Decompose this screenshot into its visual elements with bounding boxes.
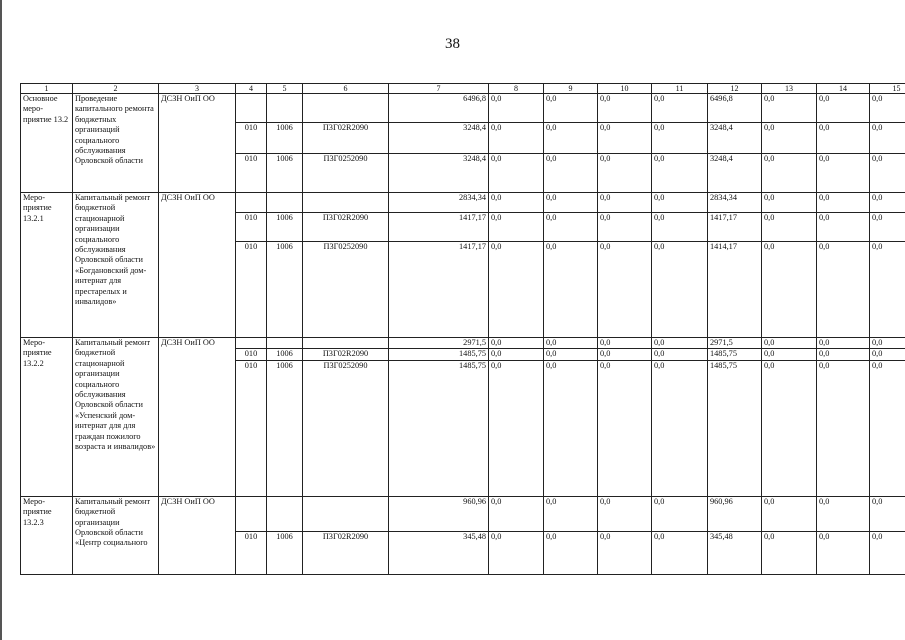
table-body (21, 84, 905, 575)
cell-c10: 0,0 (598, 360, 652, 496)
executor-cell: ДСЗН ОиП ОО (159, 338, 236, 497)
column-number: 14 (817, 84, 870, 94)
cell-c6 (303, 94, 389, 123)
cell-c4: 010 (236, 360, 267, 496)
cell-c11: 0,0 (652, 360, 708, 496)
cell-c5: 1006 (267, 242, 303, 338)
cell-c12: 1417,17 (708, 213, 762, 242)
description-cell: Капитальный ремонт бюджетной организации Орловской области «Центр социального (73, 496, 159, 574)
cell-c8: 0,0 (489, 123, 544, 154)
cell-c8: 0,0 (489, 338, 544, 349)
cell-c7: 960,96 (389, 496, 489, 531)
event-cell: Меро-приятие 13.2.2 (21, 338, 73, 497)
cell-c15: 0,0 (870, 338, 905, 349)
cell-c5: 1006 (267, 531, 303, 574)
cell-c13: 0,0 (762, 531, 817, 574)
cell-c14: 0,0 (817, 242, 870, 338)
column-number: 12 (708, 84, 762, 94)
cell-c12: 1414,17 (708, 242, 762, 338)
cell-c12: 1485,75 (708, 360, 762, 496)
column-number: 7 (389, 84, 489, 94)
table-row (21, 193, 905, 213)
column-number: 6 (303, 84, 389, 94)
cell-c4 (236, 193, 267, 213)
cell-c15: 0,0 (870, 213, 905, 242)
table-row (21, 94, 905, 123)
cell-c15: 0,0 (870, 94, 905, 123)
cell-c7: 1485,75 (389, 349, 489, 360)
cell-c10: 0,0 (598, 154, 652, 193)
cell-c5: 1006 (267, 349, 303, 360)
cell-c12: 2971,5 (708, 338, 762, 349)
column-number: 5 (267, 84, 303, 94)
cell-c11: 0,0 (652, 496, 708, 531)
column-number: 15 (870, 84, 905, 94)
cell-c12: 2834,34 (708, 193, 762, 213)
cell-c5: 1006 (267, 123, 303, 154)
cell-c4: 010 (236, 154, 267, 193)
column-number: 8 (489, 84, 544, 94)
cell-c13: 0,0 (762, 123, 817, 154)
cell-c7: 1485,75 (389, 360, 489, 496)
cell-c13: 0,0 (762, 193, 817, 213)
cell-c5 (267, 193, 303, 213)
column-number: 3 (159, 84, 236, 94)
cell-c5 (267, 338, 303, 349)
cell-c6: П3Г0252090 (303, 154, 389, 193)
column-number: 10 (598, 84, 652, 94)
cell-c11: 0,0 (652, 242, 708, 338)
cell-c4: 010 (236, 531, 267, 574)
page-edge (0, 0, 2, 640)
cell-c15: 0,0 (870, 531, 905, 574)
cell-c6: П3Г02R2090 (303, 349, 389, 360)
cell-c7: 1417,17 (389, 213, 489, 242)
cell-c15: 0,0 (870, 349, 905, 360)
cell-c15: 0,0 (870, 154, 905, 193)
cell-c4: 010 (236, 123, 267, 154)
event-cell: Основное меро-приятие 13.2 (21, 94, 73, 193)
column-number: 4 (236, 84, 267, 94)
page-number: 38 (445, 36, 460, 52)
cell-c14: 0,0 (817, 338, 870, 349)
cell-c8: 0,0 (489, 531, 544, 574)
budget-table (20, 83, 905, 575)
cell-c8: 0,0 (489, 193, 544, 213)
cell-c12: 345,48 (708, 531, 762, 574)
cell-c9: 0,0 (544, 496, 598, 531)
cell-c4: 010 (236, 349, 267, 360)
cell-c5: 1006 (267, 213, 303, 242)
cell-c6: П3Г0252090 (303, 360, 389, 496)
cell-c9: 0,0 (544, 531, 598, 574)
cell-c10: 0,0 (598, 193, 652, 213)
cell-c9: 0,0 (544, 360, 598, 496)
cell-c8: 0,0 (489, 154, 544, 193)
cell-c10: 0,0 (598, 242, 652, 338)
cell-c7: 2834,34 (389, 193, 489, 213)
cell-c14: 0,0 (817, 531, 870, 574)
cell-c6: П3Г02R2090 (303, 213, 389, 242)
cell-c7: 3248,4 (389, 123, 489, 154)
cell-c4 (236, 496, 267, 531)
description-cell: Капитальный ремонт бюджетной стационарной организации социального обслуживания Орловской области «Успенский дом-интернат для для граждан пожилого возраста и инвалидов» (73, 338, 159, 497)
cell-c14: 0,0 (817, 154, 870, 193)
cell-c15: 0,0 (870, 242, 905, 338)
cell-c13: 0,0 (762, 496, 817, 531)
cell-c14: 0,0 (817, 496, 870, 531)
executor-cell: ДСЗН ОиП ОО (159, 496, 236, 574)
description-cell: Капитальный ремонт бюджетной стационарной организации социального обслуживания Орловской области «Богдановский дом-интернат для престарелых и инвалидов» (73, 193, 159, 338)
cell-c4 (236, 94, 267, 123)
cell-c14: 0,0 (817, 213, 870, 242)
cell-c13: 0,0 (762, 94, 817, 123)
cell-c12: 3248,4 (708, 123, 762, 154)
cell-c9: 0,0 (544, 338, 598, 349)
cell-c10: 0,0 (598, 123, 652, 154)
cell-c4 (236, 338, 267, 349)
table-row (21, 496, 905, 531)
cell-c10: 0,0 (598, 213, 652, 242)
event-cell: Меро-приятие 13.2.1 (21, 193, 73, 338)
cell-c13: 0,0 (762, 154, 817, 193)
column-number: 11 (652, 84, 708, 94)
cell-c12: 3248,4 (708, 154, 762, 193)
cell-c7: 2971,5 (389, 338, 489, 349)
cell-c4: 010 (236, 213, 267, 242)
column-number: 2 (73, 84, 159, 94)
cell-c7: 3248,4 (389, 154, 489, 193)
cell-c7: 1417,17 (389, 242, 489, 338)
cell-c13: 0,0 (762, 242, 817, 338)
cell-c14: 0,0 (817, 94, 870, 123)
cell-c13: 0,0 (762, 213, 817, 242)
cell-c11: 0,0 (652, 123, 708, 154)
cell-c4: 010 (236, 242, 267, 338)
cell-c5 (267, 496, 303, 531)
cell-c8: 0,0 (489, 349, 544, 360)
event-cell: Меро-приятие 13.2.3 (21, 496, 73, 574)
executor-cell: ДСЗН ОиП ОО (159, 94, 236, 193)
cell-c13: 0,0 (762, 349, 817, 360)
column-number: 13 (762, 84, 817, 94)
cell-c10: 0,0 (598, 338, 652, 349)
cell-c12: 6496,8 (708, 94, 762, 123)
column-number: 1 (21, 84, 73, 94)
column-number-row (21, 84, 905, 94)
cell-c5: 1006 (267, 360, 303, 496)
table-row (21, 338, 905, 349)
cell-c6 (303, 338, 389, 349)
description-cell: Проведение капитального ремонта бюджетных организаций социального обслуживания Орловской области (73, 94, 159, 193)
cell-c14: 0,0 (817, 360, 870, 496)
cell-c15: 0,0 (870, 193, 905, 213)
cell-c10: 0,0 (598, 94, 652, 123)
cell-c8: 0,0 (489, 213, 544, 242)
cell-c11: 0,0 (652, 338, 708, 349)
cell-c14: 0,0 (817, 193, 870, 213)
cell-c9: 0,0 (544, 193, 598, 213)
cell-c9: 0,0 (544, 94, 598, 123)
cell-c10: 0,0 (598, 496, 652, 531)
cell-c15: 0,0 (870, 496, 905, 531)
cell-c6 (303, 193, 389, 213)
cell-c6: П3Г0252090 (303, 242, 389, 338)
cell-c11: 0,0 (652, 154, 708, 193)
cell-c14: 0,0 (817, 349, 870, 360)
cell-c15: 0,0 (870, 123, 905, 154)
cell-c9: 0,0 (544, 349, 598, 360)
cell-c14: 0,0 (817, 123, 870, 154)
cell-c11: 0,0 (652, 531, 708, 574)
cell-c12: 1485,75 (708, 349, 762, 360)
cell-c8: 0,0 (489, 94, 544, 123)
cell-c11: 0,0 (652, 213, 708, 242)
cell-c7: 6496,8 (389, 94, 489, 123)
cell-c5 (267, 94, 303, 123)
cell-c10: 0,0 (598, 531, 652, 574)
cell-c11: 0,0 (652, 94, 708, 123)
cell-c6 (303, 496, 389, 531)
cell-c5: 1006 (267, 154, 303, 193)
cell-c11: 0,0 (652, 349, 708, 360)
cell-c6: П3Г02R2090 (303, 531, 389, 574)
cell-c7: 345,48 (389, 531, 489, 574)
cell-c8: 0,0 (489, 360, 544, 496)
cell-c12: 960,96 (708, 496, 762, 531)
cell-c6: П3Г02R2090 (303, 123, 389, 154)
cell-c9: 0,0 (544, 213, 598, 242)
cell-c11: 0,0 (652, 193, 708, 213)
cell-c13: 0,0 (762, 360, 817, 496)
cell-c10: 0,0 (598, 349, 652, 360)
column-number: 9 (544, 84, 598, 94)
cell-c8: 0,0 (489, 242, 544, 338)
cell-c15: 0,0 (870, 360, 905, 496)
cell-c13: 0,0 (762, 338, 817, 349)
cell-c9: 0,0 (544, 242, 598, 338)
cell-c9: 0,0 (544, 154, 598, 193)
cell-c8: 0,0 (489, 496, 544, 531)
executor-cell: ДСЗН ОиП ОО (159, 193, 236, 338)
cell-c9: 0,0 (544, 123, 598, 154)
